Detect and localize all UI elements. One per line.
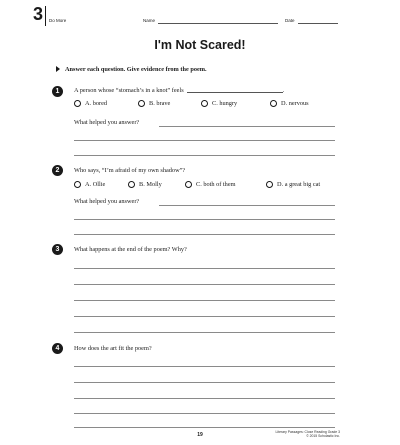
answer-line[interactable] — [74, 398, 335, 399]
question-1-blank[interactable] — [187, 92, 283, 93]
question-1-prompt — [74, 87, 284, 94]
page-header — [0, 0, 400, 28]
radio-bubble[interactable] — [201, 100, 208, 107]
choice-label: D. nervous — [281, 100, 309, 107]
name-label: Name — [143, 18, 156, 23]
answer-line[interactable] — [74, 268, 335, 269]
answer-line[interactable] — [74, 219, 335, 220]
q2-choice-c[interactable] — [185, 181, 236, 188]
question-4-prompt: How does the art fit the poem? — [74, 345, 152, 352]
credit-line-1: Literary Passages: Close Reading Grade 3 — [275, 430, 340, 434]
answer-line[interactable] — [74, 234, 335, 235]
answer-line[interactable] — [159, 205, 335, 206]
q2-choice-b[interactable] — [128, 181, 162, 188]
section-name: Do More — [49, 18, 67, 23]
answer-line[interactable] — [74, 382, 335, 383]
choice-label: D. a great big cat — [277, 181, 321, 188]
radio-bubble[interactable] — [185, 181, 192, 188]
directions — [56, 66, 207, 73]
question-1-period: . — [282, 87, 285, 94]
radio-bubble[interactable] — [270, 100, 277, 107]
answer-line[interactable] — [74, 316, 335, 317]
answer-line[interactable] — [74, 300, 335, 301]
question-number-1: 1 — [52, 86, 63, 97]
answer-line[interactable] — [74, 155, 335, 156]
question-1-text: A person whose “stomach’s in a knot” feels — [74, 87, 184, 94]
radio-bubble[interactable] — [138, 100, 145, 107]
date-field[interactable] — [298, 23, 338, 24]
choice-label: B. Molly — [139, 181, 162, 188]
directions-text: Answer each question. Give evidence from the poem. — [65, 66, 207, 73]
choice-label: B. brave — [149, 100, 171, 107]
choice-label: A. Ollie — [85, 181, 106, 188]
q1-choice-b[interactable] — [138, 100, 170, 107]
question-number-4: 4 — [52, 343, 63, 354]
q1-choice-d[interactable] — [270, 100, 309, 107]
header-divider — [45, 6, 46, 26]
date-label: Date — [285, 18, 295, 23]
page-title: I'm Not Scared! — [154, 38, 246, 52]
answer-line[interactable] — [74, 284, 335, 285]
answer-line[interactable] — [74, 332, 335, 333]
answer-line[interactable] — [74, 140, 335, 141]
radio-bubble[interactable] — [266, 181, 273, 188]
q1-choice-c[interactable] — [201, 100, 237, 107]
arrow-icon — [56, 66, 60, 72]
question-2-followup: What helped you answer? — [74, 198, 140, 205]
question-2-prompt: Who says, “I’m afraid of my own shadow”? — [74, 167, 186, 174]
answer-line[interactable] — [74, 413, 335, 414]
choice-label: C. both of them — [196, 181, 236, 188]
credit-line — [240, 430, 340, 438]
q2-choice-a[interactable] — [74, 181, 105, 188]
question-number-2: 2 — [52, 165, 63, 176]
section-number: 3 — [33, 4, 44, 24]
question-number-3: 3 — [52, 244, 63, 255]
answer-line[interactable] — [74, 427, 335, 428]
question-1-followup: What helped you answer? — [74, 119, 140, 126]
radio-bubble[interactable] — [74, 181, 81, 188]
answer-line[interactable] — [74, 366, 335, 367]
radio-bubble[interactable] — [74, 100, 81, 107]
name-field[interactable] — [158, 23, 278, 24]
q1-choice-a[interactable] — [74, 100, 107, 107]
question-3-prompt: What happens at the end of the poem? Why? — [74, 246, 187, 253]
choice-label: A. bored — [85, 100, 108, 107]
q2-choice-d[interactable] — [266, 181, 320, 188]
answer-line[interactable] — [159, 126, 335, 127]
page-number: 19 — [197, 432, 203, 438]
credit-line-2: © 2015 Scholastic Inc. — [306, 434, 340, 438]
radio-bubble[interactable] — [128, 181, 135, 188]
choice-label: C. hungry — [212, 100, 238, 107]
